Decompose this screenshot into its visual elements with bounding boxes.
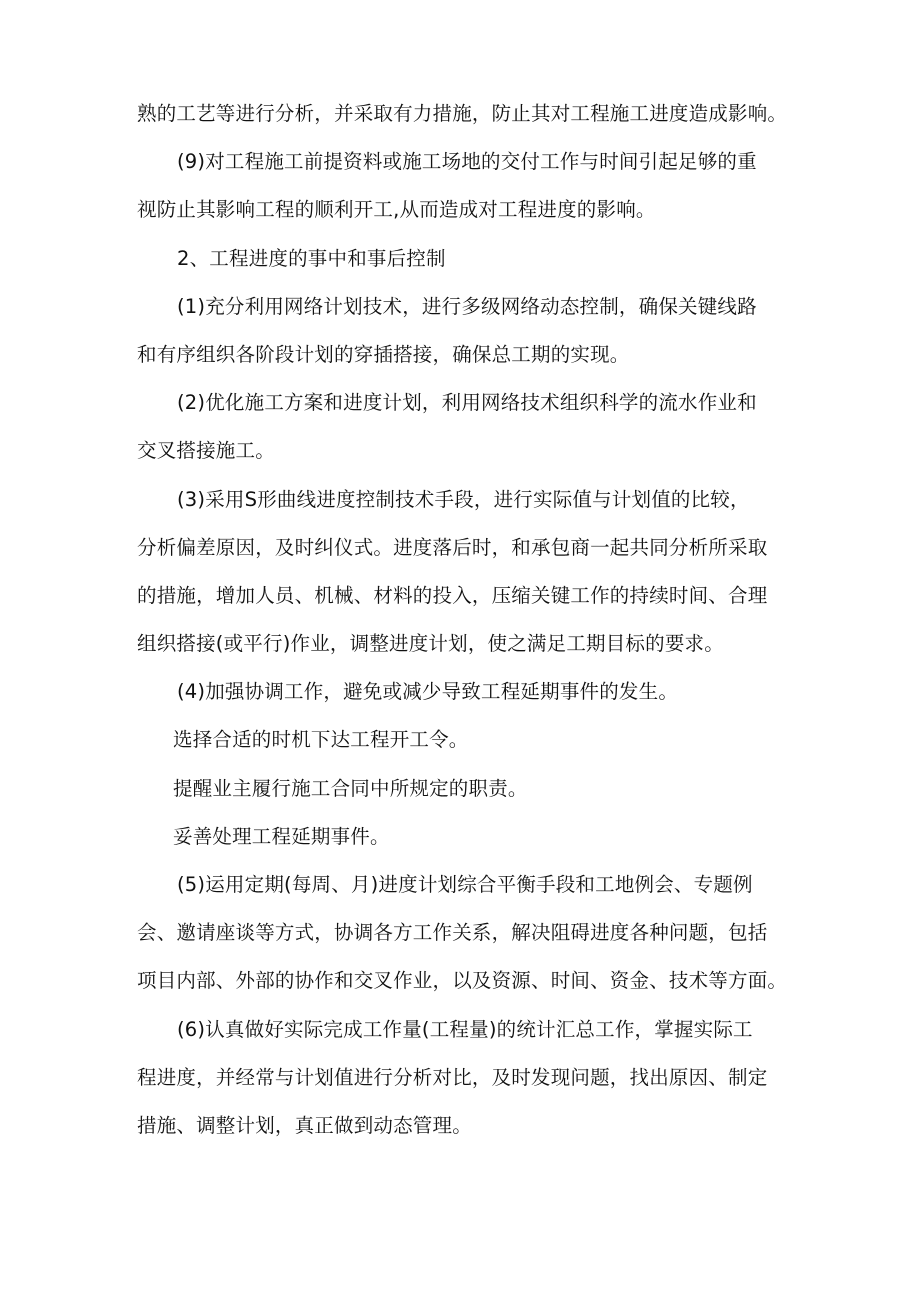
text-line: 和有序组织各阶段计划的穿插搭接，确保总工期的实现。: [137, 342, 630, 366]
text-line: 措施、调整计划，真正做到动态管理。: [137, 1113, 472, 1137]
text-line: (3)采用S形曲线进度控制技术手段，进行实际值与计划值的比较，: [177, 487, 750, 511]
text-line: (5)运用定期(每周、月)进度计划综合平衡手段和工地例会、专题例: [177, 873, 753, 896]
section-heading: 2、工程进度的事中和事后控制: [177, 246, 446, 270]
text-line: 妥善处理工程延期事件。: [173, 824, 390, 848]
text-line: (2)优化施工方案和进度计划，利用网络技术组织科学的流水作业和: [177, 391, 757, 415]
text-line: (1)充分利用网络计划技术，进行多级网络动态控制，确保关键线路: [177, 294, 757, 318]
text-line: (4)加强协调工作，避免或减少导致工程延期事件的发生。: [177, 680, 679, 704]
text-line: 交叉搭接施工。: [137, 439, 275, 463]
text-line: 选择合适的时机下达工程开工令。: [173, 728, 469, 752]
text-line: (9)对工程施工前提资料或施工场地的交付工作与时间引起足够的重: [177, 150, 757, 174]
text-line: 分析偏差原因，及时纠仪式。进度落后时，和承包商一起共同分析所采取: [137, 535, 768, 559]
text-line: 会、邀请座谈等方式，协调各方工作关系，解决阻碍进度各种问题，包括: [137, 921, 768, 945]
text-line: 熟的工艺等进行分析，并采取有力措施，防止其对工程施工进度造成影响。: [137, 102, 788, 125]
text-line: 项目内部、外部的协作和交叉作业，以及资源、时间、资金、技术等方面。: [137, 969, 788, 993]
text-line: 提醒业主履行施工合同中所规定的职责。: [173, 776, 528, 800]
text-line: 视防止其影响工程的顺利开工,从而造成对工程进度的影响。: [137, 198, 656, 222]
text-line: 的措施，增加人员、机械、材料的投入，压缩关键工作的持续时间、合理: [137, 583, 768, 607]
text-line: 组织搭接(或平行)作业，调整进度计划，使之满足工期目标的要求。: [137, 632, 724, 656]
text-line: (6)认真做好实际完成工作量(工程量)的统计汇总工作，掌握实际工: [177, 1017, 753, 1041]
text-line: 程进度，并经常与计划值进行分析对比，及时发现问题，找出原因、制定: [137, 1065, 768, 1089]
document-body: [137, 96, 797, 1156]
